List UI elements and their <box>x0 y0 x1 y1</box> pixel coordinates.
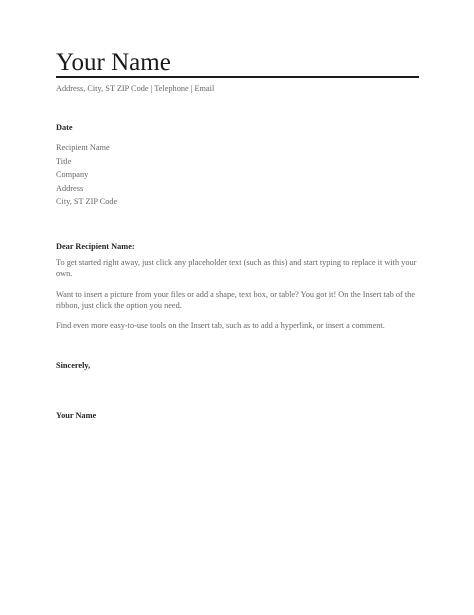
body-paragraph-2[interactable]: Want to insert a picture from your files or add a shape, text box, or table? You got it! On the Insert tab of the ribbon, just click the option you need. <box>56 290 416 310</box>
signature-name[interactable]: Your Name <box>56 411 97 420</box>
recipient-address[interactable]: Address <box>56 183 84 193</box>
recipient-title[interactable]: Title <box>56 156 72 166</box>
recipient-name[interactable]: Recipient Name <box>56 143 110 152</box>
header-divider <box>56 76 419 78</box>
closing[interactable]: Sincerely, <box>56 361 91 370</box>
recipient-city-line[interactable]: City, ST ZIP Code <box>56 197 118 207</box>
recipient-block <box>56 141 117 209</box>
salutation[interactable]: Dear Recipient Name: <box>56 242 135 251</box>
body-paragraph-3[interactable]: Find even more easy-to-use tools on the Insert tab, such as to add a hyperlink, or insert a comment. <box>56 321 385 330</box>
recipient-company[interactable]: Company <box>56 170 89 180</box>
sender-contact-line[interactable]: Address, City, ST ZIP Code | Telephone | Email <box>56 84 215 93</box>
letter-date[interactable]: Date <box>56 123 73 132</box>
sender-name[interactable]: Your Name <box>56 49 171 76</box>
body-paragraph-1[interactable]: To get started right away, just click any placeholder text (such as this) and start typing to replace it with your own. <box>56 258 417 278</box>
